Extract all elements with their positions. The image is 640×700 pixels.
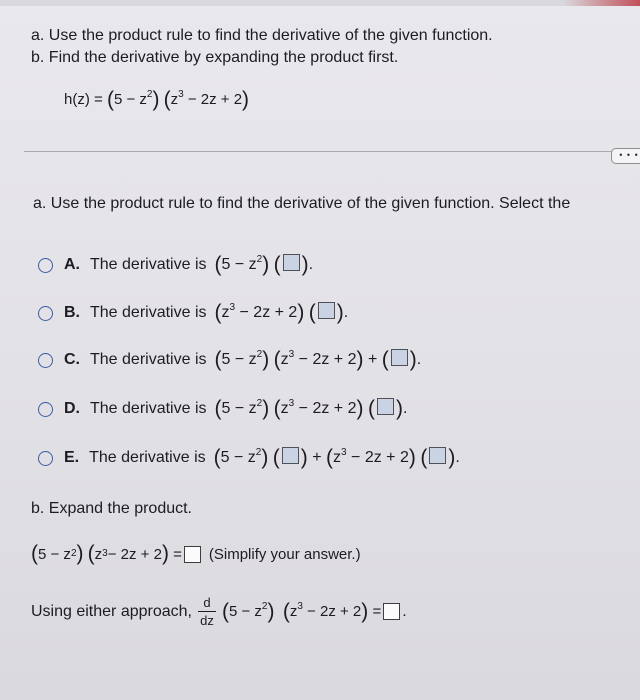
radio-d[interactable]: [38, 402, 53, 417]
derivative-operator: $\frac{d}{dz}$: [198, 595, 216, 628]
expanded-answer-box[interactable]: [184, 546, 201, 563]
option-e-expression: $(5 - z^2)$ ( ) + $(z^3 - 2z + 2)$ ( ).: [213, 446, 460, 469]
answer-box-d[interactable]: [377, 398, 394, 415]
function-definition: $h(z) = (5 - z^2)$ $(z^3 - 2z + 2)$: [64, 88, 250, 111]
instruction-b: b. Find the derivative by expanding the product first.: [31, 49, 399, 66]
option-c-expression: $(5 - z^2)$ $(z^3 - 2z + 2)$ + ( ).: [214, 348, 422, 371]
option-c[interactable]: C. The derivative is $(5 - z^2)$ $(z^3 - 2z + 2)$ + ( ).: [38, 348, 421, 372]
answer-box-e1[interactable]: [282, 447, 299, 464]
answer-box-a[interactable]: [283, 254, 300, 271]
section-divider: [24, 151, 640, 152]
option-b-expression: $(z^3 - 2z + 2)$ ( ).: [214, 301, 349, 324]
option-d-expression: $(5 - z^2)$ $(z^3 - 2z + 2)$ ( ).: [214, 397, 408, 420]
top-bar: [0, 0, 640, 6]
instruction-a: a. Use the product rule to find the derivative of the given function.: [31, 27, 493, 44]
option-d[interactable]: D. The derivative is $(5 - z^2)$ $(z^3 - 2z + 2)$ ( ).: [38, 397, 407, 421]
radio-a[interactable]: [38, 258, 53, 273]
radio-e[interactable]: [38, 451, 53, 466]
answer-box-b[interactable]: [318, 302, 335, 319]
answer-box-c[interactable]: [391, 349, 408, 366]
option-e[interactable]: E. The derivative is $(5 - z^2)$ ( ) + $(z^3 - 2z + 2)$ ( ).: [38, 446, 460, 470]
radio-b[interactable]: [38, 306, 53, 321]
part-a-prompt: a. Use the product rule to find the derivative of the given function. Select the: [33, 195, 571, 212]
more-options-button[interactable]: • • •: [611, 148, 640, 164]
part-b-label: b. Expand the product.: [31, 500, 192, 517]
either-approach-equation: Using either approach, $\frac{d}{dz}$ $(5 - z^2)$ $(z^3 - 2z + 2)$ = .: [31, 595, 407, 629]
simplify-hint: (Simplify your answer.): [208, 545, 361, 563]
option-a-expression: $(5 - z^2)$ ( ).: [214, 253, 314, 276]
option-a[interactable]: A. The derivative is $(5 - z^2)$ ( ).: [38, 253, 313, 277]
final-answer-box[interactable]: [383, 603, 400, 620]
expand-equation: ( 5 − z 2 ) ( z 3 − 2z + 2 ) = (Simplify your answer.): [31, 542, 361, 565]
option-b[interactable]: B. The derivative is $(z^3 - 2z + 2)$ ( ).: [38, 301, 348, 325]
answer-box-e2[interactable]: [429, 447, 446, 464]
instructions: [31, 25, 493, 69]
radio-c[interactable]: [38, 353, 53, 368]
